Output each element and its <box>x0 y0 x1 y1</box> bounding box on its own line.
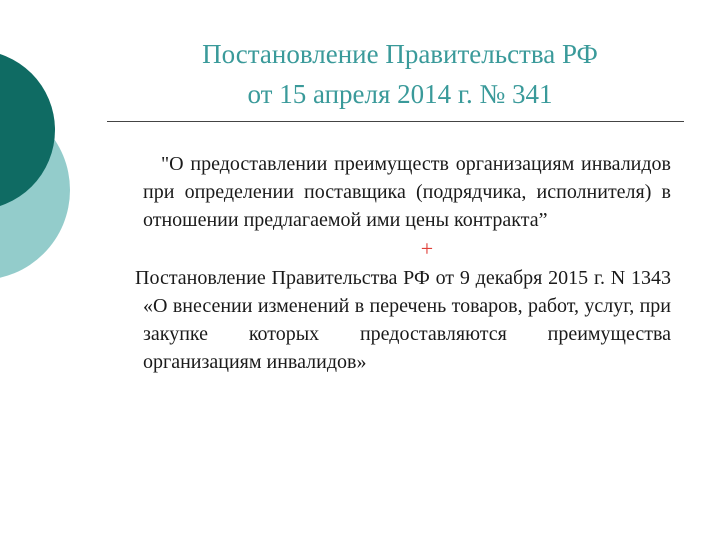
slide-title <box>120 34 680 114</box>
decorative-circles <box>0 0 120 300</box>
title-line-2: от 15 апреля 2014 г. № 341 <box>247 79 553 109</box>
slide-body <box>135 150 671 376</box>
title-line-1: Постановление Правительства РФ <box>202 39 598 69</box>
plus-sign: + <box>420 236 434 261</box>
paragraph-resolution-341: "О предоставлении преимуществ организациям инвалидов при определении поставщика (подрядчика, исполнителя) в отношении предлагаемой ими цены контракта” <box>143 153 671 231</box>
title-divider <box>107 121 684 122</box>
paragraph-resolution-1343: Постановление Правительства РФ от 9 декабря 2015 г. N 1343 «О внесении изменений в перечень товаров, работ, услуг, при закупке которых предоставляются преимущества организациям инвалидов» <box>135 267 671 373</box>
